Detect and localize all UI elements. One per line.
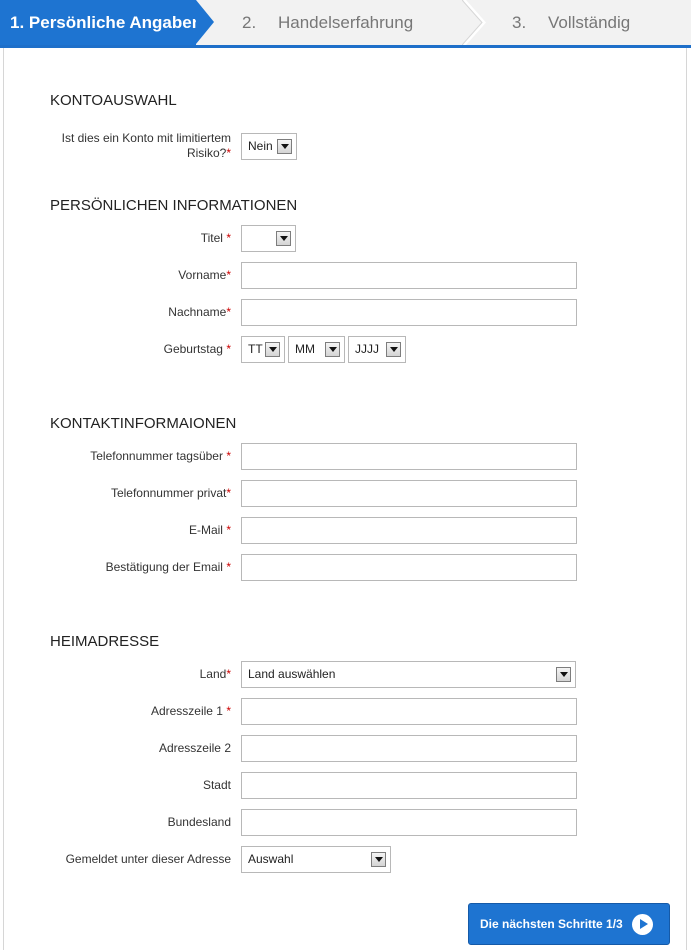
next-steps-button[interactable]: [468, 903, 670, 945]
section-title-contact: KONTAKTINFORMAIONEN: [50, 415, 237, 432]
address1-label-text: Adresszeile 1: [150, 704, 223, 718]
required-marker: *: [226, 704, 231, 718]
title-label-text: Titel: [200, 231, 223, 245]
birthday-day-value: TT: [248, 342, 263, 356]
step-2-number: 2.: [242, 13, 257, 32]
limited-risk-value: Nein: [248, 139, 273, 153]
limited-risk-select[interactable]: [241, 133, 297, 160]
play-circle-icon: [632, 914, 653, 935]
birthday-label-text: Geburtstag: [163, 342, 223, 356]
limited-risk-label: [31, 131, 231, 161]
required-marker: *: [226, 449, 231, 463]
registered-select[interactable]: [241, 846, 391, 873]
required-marker: *: [226, 486, 231, 500]
state-input[interactable]: [241, 809, 577, 836]
phone-day-label-text: Telefonnummer tagsüber: [90, 449, 223, 463]
step-2-trading-experience: [242, 0, 413, 45]
dropdown-arrow-icon[interactable]: [556, 667, 571, 682]
step-2-label: Handelserfahrung: [278, 13, 414, 32]
city-input[interactable]: [241, 772, 577, 799]
required-marker: *: [226, 146, 231, 160]
dropdown-arrow-icon[interactable]: [265, 342, 280, 357]
phone-day-label: [90, 449, 231, 464]
title-label: [201, 231, 231, 246]
first-name-input[interactable]: [241, 262, 577, 289]
registered-label: Gemeldet unter dieser Adresse: [65, 852, 231, 866]
email-confirm-label: [106, 560, 231, 575]
last-name-label: [168, 305, 231, 320]
country-select[interactable]: [241, 661, 576, 688]
required-marker: *: [226, 305, 231, 319]
section-title-address: HEIMADRESSE: [50, 633, 160, 650]
required-marker: *: [226, 268, 231, 282]
birthday-month-select[interactable]: [288, 336, 345, 363]
address1-label: [151, 704, 231, 719]
phone-private-label: [111, 486, 231, 501]
email-confirm-input[interactable]: [241, 554, 577, 581]
address2-label: Adresszeile 2: [158, 741, 231, 755]
country-label: [200, 667, 231, 682]
dropdown-arrow-icon[interactable]: [277, 139, 292, 154]
limited-risk-label-text: Ist dies ein Konto mit limitiertem Risiko?: [61, 131, 231, 160]
phone-day-input[interactable]: [241, 443, 577, 470]
first-name-label-text: Vorname: [178, 268, 227, 282]
step-progress-bar: [0, 0, 691, 48]
required-marker: *: [226, 523, 231, 537]
birthday-label: [164, 342, 231, 357]
step-3-label: Vollständig: [548, 13, 631, 32]
address1-input[interactable]: [241, 698, 577, 725]
step-3-complete: [512, 0, 630, 45]
email-input[interactable]: [241, 517, 577, 544]
next-steps-button-label: Die nächsten Schritte 1/3: [480, 917, 623, 931]
section-title-personal: PERSÖNLICHEN INFORMATIONEN: [50, 197, 298, 214]
birthday-month-value: MM: [295, 342, 315, 356]
required-marker: *: [226, 667, 231, 681]
state-label: Bundesland: [167, 815, 231, 829]
dropdown-arrow-icon[interactable]: [371, 852, 386, 867]
email-label: [189, 523, 231, 538]
dropdown-arrow-icon[interactable]: [325, 342, 340, 357]
birthday-year-select[interactable]: [348, 336, 406, 363]
required-marker: *: [226, 560, 231, 574]
last-name-label-text: Nachname: [168, 305, 227, 319]
email-label-text: E-Mail: [188, 523, 223, 537]
country-label-text: Land: [199, 667, 227, 681]
dropdown-arrow-icon[interactable]: [386, 342, 401, 357]
step-separator-icon: [462, 0, 486, 45]
birthday-year-value: JJJJ: [355, 342, 379, 356]
required-marker: *: [226, 231, 231, 245]
address2-input[interactable]: [241, 735, 577, 762]
step-3-number: 3.: [512, 13, 527, 32]
step-1-personal-details: 1. Persönliche Angaben: [0, 0, 196, 45]
step-1-arrow: [196, 0, 214, 44]
phone-private-input[interactable]: [241, 480, 577, 507]
phone-private-label-text: Telefonnummer privat: [110, 486, 227, 500]
section-title-account: KONTOAUSWAHL: [50, 92, 177, 109]
last-name-input[interactable]: [241, 299, 577, 326]
title-select[interactable]: [241, 225, 296, 252]
birthday-day-select[interactable]: [241, 336, 285, 363]
country-value: Land auswählen: [248, 667, 336, 681]
first-name-label: [178, 268, 231, 283]
email-confirm-label-text: Bestätigung der Email: [105, 560, 223, 574]
registered-value: Auswahl: [248, 852, 294, 866]
required-marker: *: [226, 342, 231, 356]
city-label: Stadt: [202, 778, 231, 792]
dropdown-arrow-icon[interactable]: [276, 231, 291, 246]
